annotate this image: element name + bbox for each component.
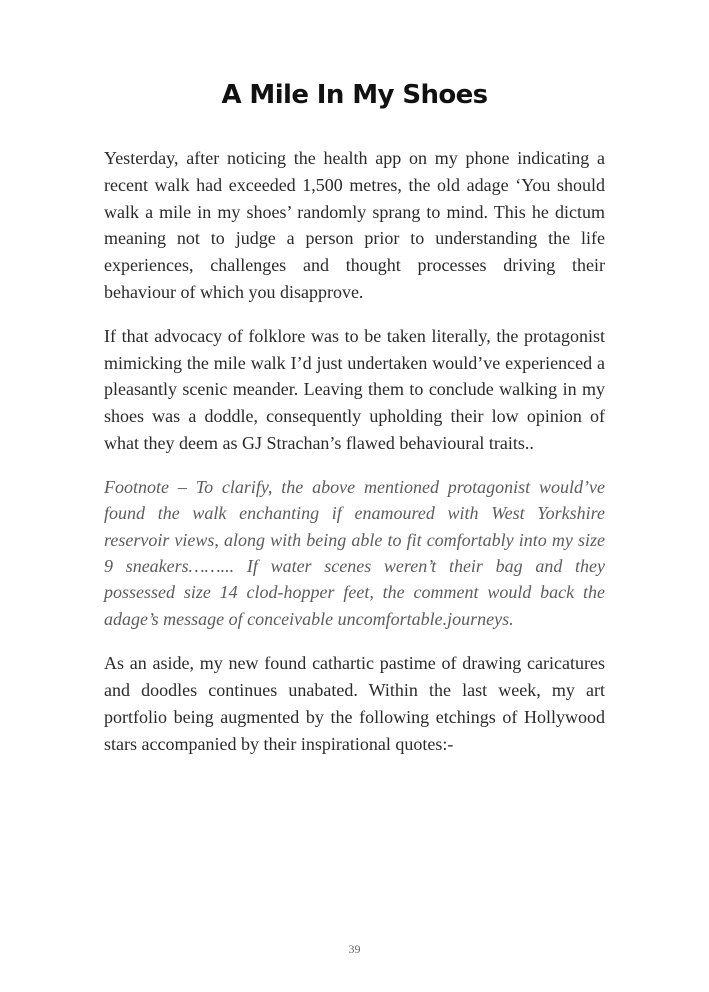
paragraph-footnote: Footnote – To clarify, the above mentioned protagonist would’ve found the walk enchanting if enamoured with West Yorkshire reservoir views, along with being able to fit comfortably into my size 9 sneakers……... If water scenes weren’t their bag and they possessed size 14 clod-hopper feet, the comment would back the adage’s message of conceivable uncomfortable.journeys. — [104, 476, 605, 629]
page-number: 39 — [348, 942, 361, 956]
paragraph-walk-intro: Yesterday, after noticing the health app on my phone indicating a recent walk had exceeded 1,500 metres, the old adage ‘You should walk a mile in my shoes’ randomly sprang to mind. This he dictum meaning not to judge a person prior to understanding the life experiences, challenges and thought processes driving their behaviour of which you disapprove. — [104, 148, 605, 302]
paragraph-protagonist: If that advocacy of folklore was to be taken literally, the protagonist mimicking the mile walk I’d just undertaken would’ve experienced a pleasantly scenic meander. Leaving them to conclude walking in my shoes was a doddle, consequently upholding their low opinion of what they deem as GJ Strachan’s flawed behavioural traits.. — [104, 325, 605, 453]
paragraph-art-portfolio: As an aside, my new found cathartic pastime of drawing caricatures and doodles continues unabated. Within the last week, my art portfolio being augmented by the following etchings of Hollywood stars accompanied by their inspirational quotes:- — [104, 653, 605, 754]
page-title: A Mile In My Shoes — [221, 80, 488, 110]
article-body — [104, 145, 605, 774]
